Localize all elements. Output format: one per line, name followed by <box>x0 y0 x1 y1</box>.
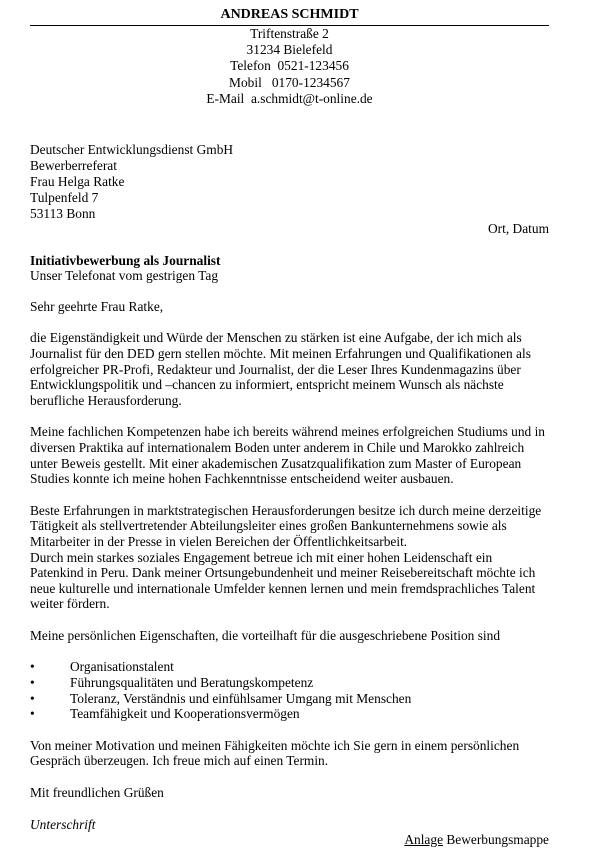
sender-block <box>30 0 549 107</box>
list-item-text: Führungsqualitäten und Beratungskompetenz <box>70 675 314 691</box>
salutation: Sehr geehrte Frau Ratke, <box>30 298 164 314</box>
bullet-icon: • <box>30 659 35 675</box>
closing-formula: Mit freundlichen Grüßen <box>30 785 164 801</box>
attachment-note <box>30 832 549 848</box>
recipient-department: Bewerberreferat <box>30 158 117 174</box>
sender-phone: Telefon 0521-123456 <box>230 58 349 74</box>
sender-street: Triftenstraße 2 <box>250 26 329 41</box>
letter-page <box>30 0 549 850</box>
subject-reference: Unser Telefonat vom gestrigen Tag <box>30 268 219 284</box>
signature: Unterschrift <box>30 816 96 832</box>
list-item-text: Teamfähigkeit und Kooperationsvermögen <box>70 706 300 722</box>
letter-date: Ort, Datum <box>488 221 549 237</box>
list-item <box>30 706 549 722</box>
list-item-text: Organisationstalent <box>70 659 174 675</box>
list-item <box>30 691 549 707</box>
list-item-text: Toleranz, Verständnis und einfühlsamer Umgang mit Menschen <box>70 690 412 706</box>
recipient-city: 53113 Bonn <box>30 206 96 222</box>
bullet-icon: • <box>30 706 35 722</box>
list-item <box>30 659 549 675</box>
attachment-label: Anlage <box>404 832 444 848</box>
qualities-intro: Meine persönlichen Eigenschaften, die vorteilhaft für die ausgeschriebene Position sind <box>30 627 501 643</box>
subject-block <box>30 253 549 284</box>
sender-email: E-Mail a.schmidt@t-online.de <box>206 90 373 106</box>
recipient-street: Tulpenfeld 7 <box>30 190 99 206</box>
body-paragraph-1: die Eigenständigkeit und Würde der Menschen zu stärken ist eine Aufgabe, der ich mich als Journalist für den DED gern stellen möchte. Mit meinen Erfahrungen und Qualifikationen als erfolgreicher PR-Profi, Redakteur und Journalist, der die Leser Ihres Kundenmagazins über Entwicklungspolitik und –chancen zu informiert, entspricht meinem Wunsch als nächste berufliche Herausforderung. <box>30 330 531 408</box>
list-item <box>30 675 549 691</box>
sender-mobile: Mobil 0170-1234567 <box>229 74 350 90</box>
closing-paragraph: Von meiner Motivation und meinen Fähigkeiten möchte ich Sie gern in einem persönlichen Gespräch überzeugen. Ich freue mich auf einen Termin. <box>30 737 520 769</box>
recipient-address <box>30 142 549 222</box>
qualities-list <box>30 659 549 721</box>
body-paragraph-3: Beste Erfahrungen in marktstrategischen Herausforderungen besitze ich durch meine derzeitige Tätigkeit als stellvertretender Abteilungsleiter eines großen Bankunternehmens sowie als Mitarbeiter in der Presse in vielen Bereichen der Öffentlichkeitsarbeit. <box>30 502 542 549</box>
bullet-icon: • <box>30 690 35 706</box>
sender-name: ANDREAS SCHMIDT <box>30 0 549 26</box>
sender-city: 31234 Bielefeld <box>246 42 333 58</box>
recipient-person: Frau Helga Ratke <box>30 174 125 190</box>
attachment-text: Bewerbungsmappe <box>443 832 549 848</box>
body-paragraph-2: Meine fachlichen Kompetenzen habe ich bereits während meines erfolgreichen Studiums und in diversen Praktika auf internationalem Boden unter anderem in Chile und Marokko zahlreich unter Beweis gestellt. Mit einer akademischen Zusatzqualifikation zum Master of European Studies konnte ich meine hohen Fachkenntnisse entscheidend weiter ausbauen. <box>30 424 545 487</box>
subject-title: Initiativbewerbung als Journalist <box>30 252 221 268</box>
recipient-company: Deutscher Entwicklungsdienst GmbH <box>30 142 234 158</box>
body-paragraph-4: Durch mein starkes soziales Engagement betreue ich mit einer hohen Leidenschaft ein Patenkind in Peru. Dank meiner Ortsungebundenheit und meiner Reisebereitschaft möchte ich neue kulturelle und internationale Umfelder kennen lernen und mein fremdsprachliches Talent weiter fördern. <box>30 549 536 612</box>
bullet-icon: • <box>30 675 35 691</box>
